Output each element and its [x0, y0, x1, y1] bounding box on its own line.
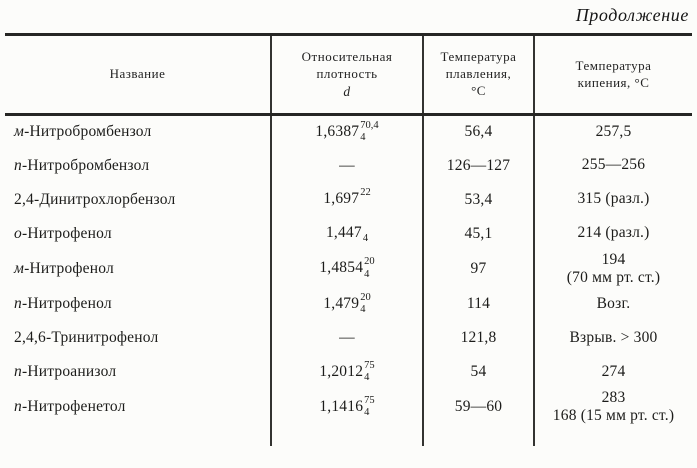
- density-cell: [271, 217, 423, 251]
- boiling-point-cell: 257,5: [534, 115, 692, 149]
- table-row: [5, 355, 692, 389]
- compound-name: -Нитроанизол: [21, 363, 117, 381]
- compound-locant-prefix: о: [14, 224, 22, 242]
- density-supsub: [360, 188, 371, 211]
- density-subscript: 4: [360, 304, 366, 316]
- density-value: 1,4854: [319, 259, 364, 277]
- compound-locant-prefix: п: [14, 363, 22, 381]
- density-supsub: [363, 222, 368, 245]
- table-row: [5, 149, 692, 183]
- compound-locant-prefix: п: [14, 156, 22, 174]
- density-supsub: [364, 396, 375, 419]
- compound-locant-prefix: м: [14, 123, 25, 141]
- boiling-point-cell: 274: [534, 355, 692, 389]
- compound-name-cell: [5, 321, 271, 355]
- compound-name-cell: [5, 149, 271, 183]
- melting-point-cell: 56,4: [423, 115, 534, 149]
- column-header-melting: [423, 35, 534, 115]
- density-value: 1,2012: [319, 362, 364, 380]
- density-supsub: [364, 257, 375, 280]
- density-supsub: [364, 361, 375, 384]
- density-supsub: [360, 121, 378, 144]
- compound-properties-table: [5, 33, 692, 446]
- density-value: —: [339, 156, 355, 174]
- density-cell: [271, 183, 423, 217]
- table-row: [5, 321, 692, 355]
- melting-point-cell: 45,1: [423, 217, 534, 251]
- density-subscript: 4: [364, 372, 370, 384]
- table-row: [5, 115, 692, 149]
- column-header-boiling-line1: Температура: [575, 57, 652, 73]
- boiling-point-cell: 194 (70 мм рт. ст.): [534, 251, 692, 288]
- density-symbol: d: [343, 83, 351, 99]
- melting-point-cell: 121,8: [423, 321, 534, 355]
- table-header: [5, 35, 692, 115]
- compound-name-cell: [5, 251, 271, 288]
- table-row: [5, 389, 692, 426]
- density-cell: [271, 287, 423, 321]
- compound-name-cell: [5, 183, 271, 217]
- melting-point-cell: 54: [423, 355, 534, 389]
- compound-name: -Нитрофенол: [21, 224, 112, 242]
- column-header-boiling: [534, 35, 692, 115]
- compound-name-cell: [5, 389, 271, 426]
- table-body: [5, 115, 692, 446]
- density-superscript: 70,4: [360, 119, 379, 131]
- column-header-density: [271, 35, 423, 115]
- density-subscript: [360, 201, 371, 211]
- compound-name-cell: [5, 355, 271, 389]
- column-header-boiling-line2: кипения, °C: [577, 74, 650, 90]
- column-header-melting-line1: Температура: [440, 49, 517, 65]
- table-row: [5, 217, 692, 251]
- density-value: —: [339, 329, 355, 347]
- density-cell: [271, 149, 423, 183]
- melting-point-cell: 126—127: [423, 149, 534, 183]
- density-cell: [271, 251, 423, 288]
- table-row: [5, 251, 692, 288]
- compound-name: 2,4-Динитрохлорбензол: [14, 190, 176, 208]
- melting-point-cell: 97: [423, 251, 534, 288]
- melting-point-cell: 53,4: [423, 183, 534, 217]
- boiling-point-cell: 214 (разл.): [534, 217, 692, 251]
- density-subscript: 4: [360, 132, 366, 144]
- boiling-point-cell: 315 (разл.): [534, 183, 692, 217]
- boiling-point-cell: 255—256: [534, 149, 692, 183]
- density-value: 1,6387: [315, 122, 360, 140]
- density-value: 1,697: [323, 190, 360, 208]
- density-cell: [271, 115, 423, 149]
- density-value: 1,479: [323, 294, 360, 312]
- melting-point-cell: 114: [423, 287, 534, 321]
- density-subscript: 4: [364, 268, 370, 280]
- compound-name-cell: [5, 287, 271, 321]
- compound-name: -Нитрофенол: [21, 295, 112, 313]
- density-cell: [271, 355, 423, 389]
- table-row: [5, 183, 692, 217]
- density-value: 1,1416: [319, 397, 364, 415]
- compound-name: -Нитробромбензол: [24, 123, 152, 141]
- column-header-melting-line2: плавления,: [445, 66, 512, 82]
- density-cell: [271, 389, 423, 426]
- compound-name: 2,4,6-Тринитрофенол: [14, 329, 159, 347]
- column-header-name: [5, 35, 271, 115]
- continuation-label: Продолжение: [575, 5, 689, 25]
- density-supsub: [360, 293, 371, 316]
- boiling-point-cell: Возг.: [534, 287, 692, 321]
- compound-name: -Нитрофенол: [24, 259, 114, 277]
- density-subscript: 4: [362, 233, 369, 245]
- density-superscript: 75: [364, 359, 375, 371]
- density-superscript: 22: [360, 187, 371, 199]
- compound-locant-prefix: п: [14, 398, 22, 416]
- density-superscript: [363, 222, 368, 232]
- table-bottom-spacer-row: [5, 426, 692, 446]
- column-header-name-label: Название: [109, 66, 166, 82]
- column-header-density-line1: Относительная: [301, 48, 393, 64]
- melting-point-cell: 59—60: [423, 389, 534, 426]
- boiling-point-cell: Взрыв. > 300: [534, 321, 692, 355]
- compound-name: -Нитробромбензол: [21, 156, 150, 174]
- compound-locant-prefix: п: [14, 295, 22, 313]
- compound-locant-prefix: м: [14, 259, 25, 277]
- density-subscript: 4: [364, 407, 370, 419]
- boiling-point-cell: 283 168 (15 мм рт. ст.): [534, 389, 692, 426]
- column-header-melting-line3: °C: [471, 82, 486, 98]
- compound-name-cell: [5, 115, 271, 149]
- density-superscript: 20: [360, 291, 371, 303]
- column-header-density-line2: плотность: [316, 65, 378, 81]
- density-value: 1,447: [325, 224, 362, 242]
- density-superscript: 75: [364, 394, 375, 406]
- density-cell: [271, 321, 423, 355]
- density-superscript: 20: [364, 256, 375, 268]
- compound-name-cell: [5, 217, 271, 251]
- compound-name: -Нитрофенетол: [21, 398, 126, 416]
- table-row: [5, 287, 692, 321]
